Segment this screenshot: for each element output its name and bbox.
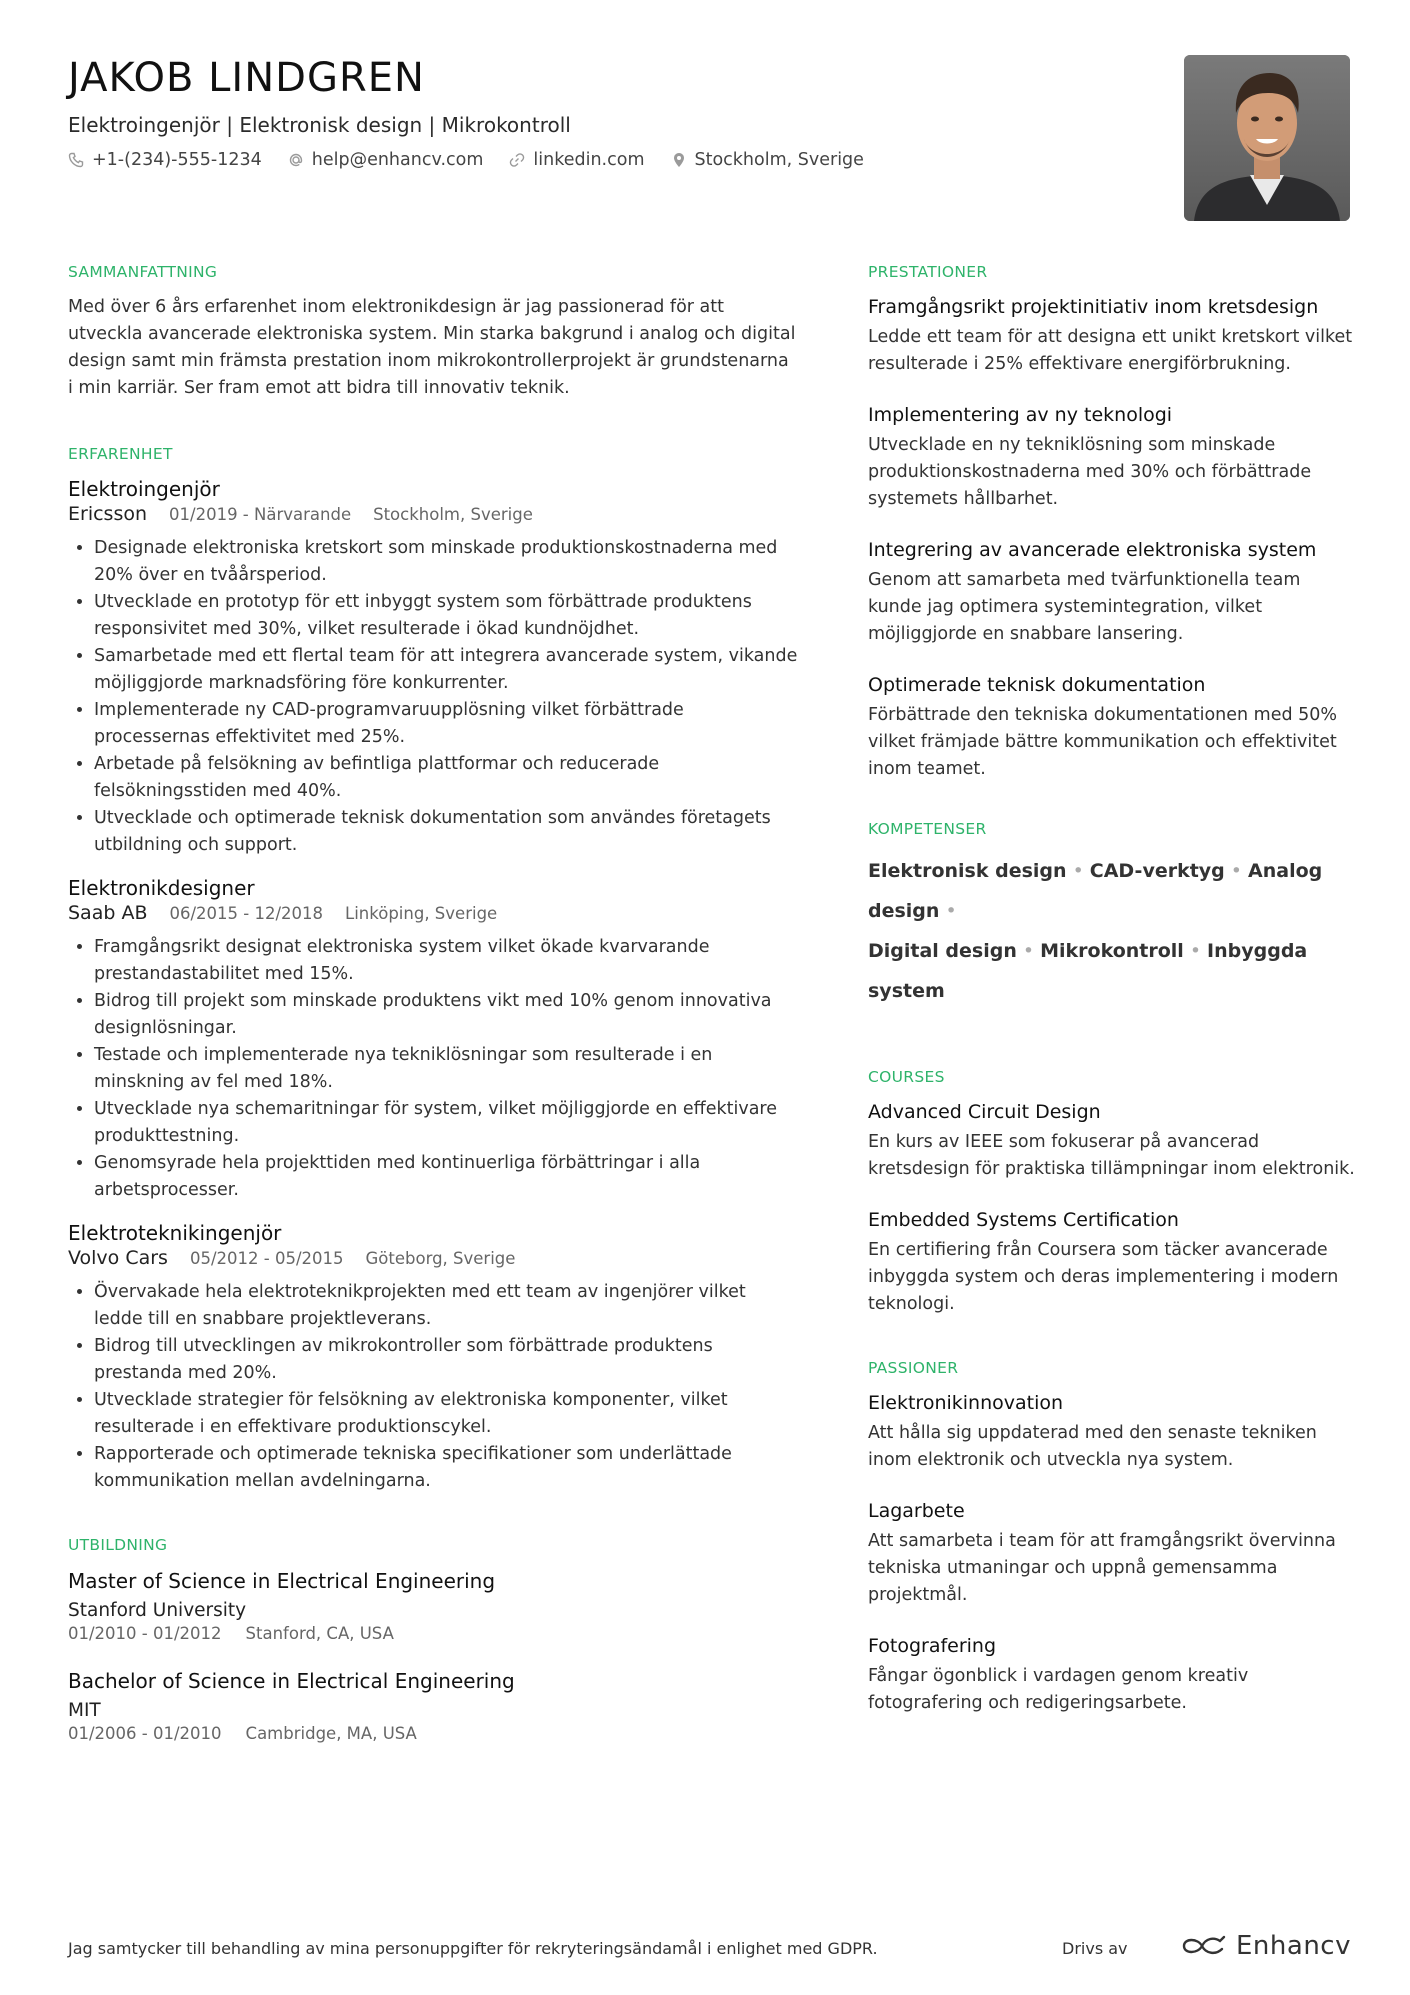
job-bullet: • Bidrog till projekt som minskade produktens vikt med 10% genom innovativa designlösningar. (94, 988, 798, 1042)
logo-text: Enhancv (1236, 1931, 1351, 1961)
passions-section (868, 1358, 1358, 1717)
education-school: Stanford University (68, 1600, 247, 1621)
job-bullets (68, 535, 798, 859)
passion-title: Lagarbete (868, 1500, 965, 1522)
job-entry (68, 1220, 798, 1495)
job-bullet: • Övervakade hela elektroteknikprojekten med ett team av ingenjörer vilket ledde till en snabbare projektleverans. (94, 1279, 798, 1333)
education-degree: Bachelor of Science in Electrical Engineering (68, 1669, 515, 1693)
infinity-logo-icon (1180, 1933, 1228, 1959)
job-location: Stockholm, Sverige (373, 505, 533, 524)
achievements-heading: PRESTATIONER (868, 263, 988, 281)
achievement-item (868, 402, 1358, 513)
education-location: Cambridge, MA, USA (245, 1724, 417, 1743)
job-location: Göteborg, Sverige (365, 1249, 516, 1268)
job-meta (68, 502, 798, 527)
job-bullet: • Utvecklade strategier för felsökning av elektroniska komponenter, vilket resulterade i en effektivare produktionscykel. (94, 1387, 798, 1441)
achievement-title: Optimerade teknisk dokumentation (868, 674, 1206, 696)
job-bullet: • Framgångsrikt designat elektroniska system vilket ökade kvarvarande prestandastabilitet med 15%. (94, 934, 798, 988)
achievement-desc: Utvecklade en ny tekniklösning som minskade produktionskostnaderna med 30% och förbättrade systemets hållbarhet. (868, 435, 1312, 509)
job-title: Elektroingenjör (68, 477, 220, 501)
course-item (868, 1099, 1358, 1183)
job-bullet: • Utvecklade en prototyp för ett inbyggt system som förbättrade produktens responsivitet med 30%, vilket resulterade i ökad kundnöjdhet. (94, 589, 798, 643)
courses-section (868, 1067, 1358, 1318)
achievement-item (868, 672, 1358, 783)
skill-separator: • (1189, 940, 1202, 962)
education-degree: Master of Science in Electrical Engineering (68, 1569, 496, 1593)
summary-heading: SAMMANFATTNING (68, 263, 218, 281)
education-section (68, 1535, 798, 1745)
candidate-headline: Elektroingenjör | Elektronisk design | Mikrokontroll (68, 113, 571, 137)
job-bullet: • Arbetade på felsökning av befintliga plattformar och reducerade felsökningsstiden med 40%. (94, 751, 798, 805)
passion-item (868, 1498, 1358, 1609)
education-entry (68, 1667, 798, 1745)
contact-linkedin[interactable] (509, 148, 644, 172)
skill-separator: • (945, 900, 957, 922)
job-bullet: • Bidrog till utvecklingen av mikrokontroller som förbättrade produktens prestanda med 20%. (94, 1333, 798, 1387)
job-bullet: • Utvecklade nya schemaritningar för system, vilket möjliggjorde en effektivare produkttestning. (94, 1096, 798, 1150)
contact-phone[interactable] (68, 148, 262, 172)
job-location: Linköping, Sverige (345, 904, 498, 923)
job-title: Elektroteknikingenjör (68, 1221, 282, 1245)
linkedin-text: linkedin.com (533, 150, 645, 170)
passion-item (868, 1633, 1358, 1717)
contact-location (671, 148, 864, 172)
passion-desc: Fångar ögonblick i vardagen genom kreativ fotografering och redigeringsarbete. (868, 1666, 1249, 1713)
achievement-desc: Ledde ett team för att designa ett unikt kretskort vilket resulterade i 25% effektivare energiförbrukning. (868, 327, 1353, 374)
job-bullet: • Utvecklade och optimerade teknisk dokumentation som användes företagets utbildning och support. (94, 805, 798, 859)
achievement-desc: Genom att samarbeta med tvärfunktionella team kunde jag optimera systemintegration, vilket möjliggjorde en snabbare lansering. (868, 570, 1301, 644)
skill-tag: Analog design (868, 860, 1323, 922)
course-title: Embedded Systems Certification (868, 1209, 1179, 1231)
job-bullet: • Testade och implementerade nya tekniklösningar som resulterade i en minskning av fel med 18%. (94, 1042, 798, 1096)
candidate-name: JAKOB LINDGREN (68, 55, 425, 101)
skill-tag: Digital design (868, 940, 1017, 962)
job-meta (68, 1246, 798, 1271)
experience-section (68, 444, 798, 1495)
education-dates: 01/2006 - 01/2010 (68, 1724, 222, 1743)
course-title: Advanced Circuit Design (868, 1101, 1101, 1123)
skill-separator: • (1230, 860, 1243, 882)
course-item (868, 1207, 1358, 1318)
courses-heading: COURSES (868, 1068, 945, 1086)
experience-heading: ERFARENHET (68, 445, 173, 463)
passion-desc: Att samarbeta i team för att framgångsrikt övervinna tekniska utmaningar och uppnå gemensamma projektmål. (868, 1531, 1336, 1605)
skill-separator: • (1072, 860, 1084, 882)
gdpr-consent: Jag samtycker till behandling av mina personuppgifter för rekryteringsändamål i enlighet med GDPR. (68, 1939, 878, 1958)
course-desc: En certifiering från Coursera som täcker avancerade inbyggda system och deras implementering i modern teknologi. (868, 1240, 1339, 1314)
at-icon (288, 152, 304, 168)
profile-photo (1184, 55, 1350, 221)
skill-tag: Mikrokontroll (1040, 940, 1184, 962)
skill-tag: Inbyggda system (868, 940, 1308, 1002)
passion-title: Elektronikinnovation (868, 1392, 1064, 1414)
contact-info (68, 148, 1148, 172)
skill-separator: • (1022, 940, 1035, 962)
job-bullet: • Implementerade ny CAD-programvaruupplösning vilket förbättrade processernas effektivitet med 25%. (94, 697, 798, 751)
job-company: Saab AB (68, 902, 148, 924)
passion-title: Fotografering (868, 1635, 997, 1657)
job-bullet: • Rapporterade och optimerade tekniska specifikationer som underlättade kommunikation mellan avdelningarna. (94, 1441, 798, 1495)
job-title: Elektronikdesigner (68, 876, 255, 900)
education-school: MIT (68, 1700, 101, 1721)
achievement-item (868, 294, 1358, 378)
job-bullet: • Designade elektroniska kretskort som minskade produktionskostnaderna med 20% över en tvåårsperiod. (94, 535, 798, 589)
achievement-title: Framgångsrikt projektinitiativ inom kretsdesign (868, 296, 1319, 318)
education-meta (68, 1623, 798, 1645)
education-location: Stanford, CA, USA (245, 1624, 394, 1643)
powered-by-label: Drivs av (1062, 1939, 1128, 1958)
right-column (868, 262, 1358, 1747)
location-pin-icon (671, 152, 687, 168)
skills-section (868, 819, 1358, 1011)
course-desc: En kurs av IEEE som fokuserar på avancerad kretsdesign för praktiska tillämpningar inom elektronik. (868, 1132, 1355, 1179)
phone-text: +1-(234)-555-1234 (92, 150, 262, 170)
job-dates: 01/2019 - Närvarande (169, 505, 352, 524)
skills-list (868, 851, 1358, 1011)
achievement-desc: Förbättrade den tekniska dokumentationen med 50% vilket främjade bättre kommunikation och effektivitet inom teamet. (868, 705, 1338, 779)
job-entry (68, 875, 798, 1204)
resume-header (68, 54, 1148, 172)
achievement-title: Integrering av avancerade elektroniska system (868, 539, 1317, 561)
email-text: help@enhancv.com (311, 150, 484, 170)
passions-heading: PASSIONER (868, 1359, 959, 1377)
achievements-section (868, 262, 1358, 783)
profile-photo-image (1184, 55, 1350, 221)
location-text: Stockholm, Sverige (694, 150, 864, 170)
job-company: Ericsson (68, 503, 148, 525)
job-bullet: • Samarbetade med ett flertal team för att integrera avancerade system, vikande möjliggjorde marknadsföring före konkurrenter. (94, 643, 798, 697)
job-company: Volvo Cars (68, 1247, 168, 1269)
job-bullets (68, 934, 798, 1204)
contact-email[interactable] (288, 148, 484, 172)
passion-desc: Att hålla sig uppdaterad med den senaste tekniken inom elektronik och utveckla nya system. (868, 1423, 1317, 1470)
summary-section (68, 262, 798, 402)
passion-item (868, 1390, 1358, 1474)
phone-icon (68, 152, 84, 168)
enhancv-logo[interactable] (1180, 1931, 1351, 1961)
job-dates: 05/2012 - 05/2015 (189, 1249, 344, 1268)
summary-text: Med över 6 års erfarenhet inom elektronikdesign är jag passionerad för att utveckla avancerade elektroniska system. Min starka bakgrund i analog och digital design samt min främsta prestation inom mikrokontrollerprojekt är grundstenarna i min karriär. Ser fram emot att bidra till innovativ teknik. (68, 297, 796, 398)
achievement-title: Implementering av ny teknologi (868, 404, 1173, 426)
job-bullet: • Genomsyrade hela projekttiden med kontinuerliga förbättringar i alla arbetsprocesser. (94, 1150, 798, 1204)
skill-tag: CAD-verktyg (1089, 860, 1225, 882)
skill-tag: Elektronisk design (868, 860, 1067, 882)
job-entry (68, 476, 798, 859)
job-bullets (68, 1279, 798, 1495)
left-column (68, 262, 798, 1775)
education-entry (68, 1567, 798, 1645)
job-meta (68, 901, 798, 926)
education-meta (68, 1723, 798, 1745)
footer (68, 1931, 1351, 1967)
job-dates: 06/2015 - 12/2018 (169, 904, 324, 923)
education-dates: 01/2010 - 01/2012 (68, 1624, 222, 1643)
education-heading: UTBILDNING (68, 1536, 168, 1554)
skills-heading: KOMPETENSER (868, 820, 987, 838)
link-icon (509, 152, 525, 168)
achievement-item (868, 537, 1358, 648)
